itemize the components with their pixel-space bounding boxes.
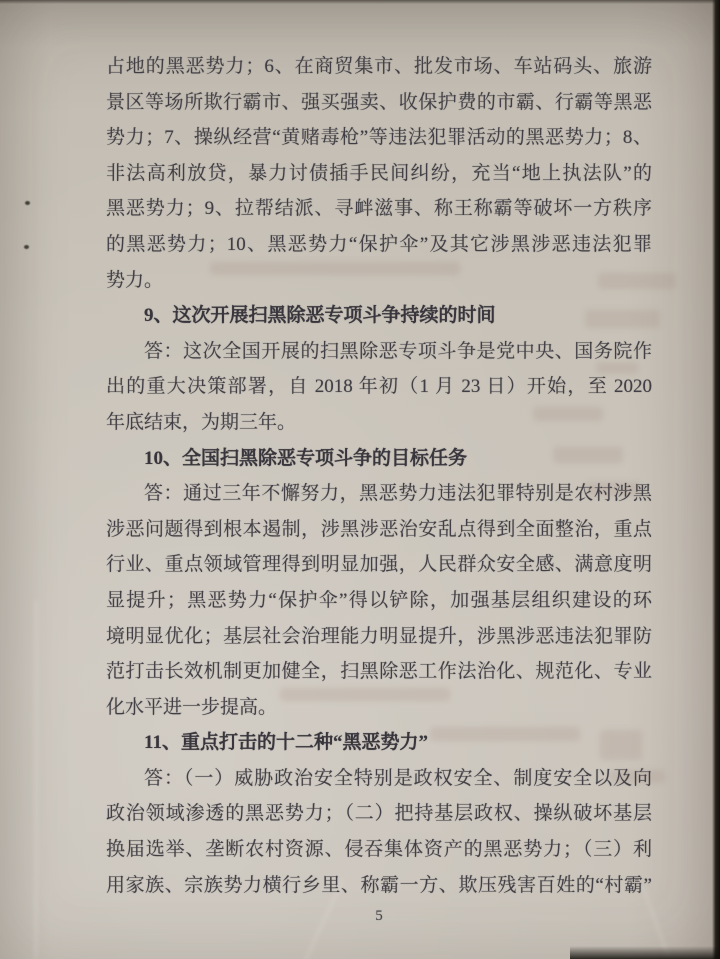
text-line: 的黑恶势力；10、黑恶势力“保护伞”及其它涉黑涉恶违法犯罪 [106, 233, 652, 255]
text-line: 势力；7、操纵经营“黄赌毒枪”等违法犯罪活动的黑恶势力；8、 [106, 127, 652, 149]
photo-edge-top [0, 0, 720, 4]
section-heading: 9、这次开展扫黑除恶专项斗争持续的时间 [144, 305, 496, 327]
text-line: 黑恶势力；9、拉帮结派、寻衅滋事、称王称霸等破坏一方秩序 [106, 198, 652, 220]
section-heading: 10、全国扫黑除恶专项斗争的目标任务 [144, 447, 468, 469]
text-line: 用家族、宗族势力横行乡里、称霸一方、欺压残害百姓的“村霸” [106, 874, 652, 896]
text-line: 政治领域渗透的黑恶势力；（二）把持基层政权、操纵破坏基层 [106, 803, 652, 825]
text-line: 显提升；黑恶势力“保护伞”得以铲除，加强基层组织建设的环 [106, 589, 652, 611]
text-line: 答：这次全国开展的扫黑除恶专项斗争是党中央、国务院作 [144, 340, 652, 362]
photo-edge-bottom-right [570, 946, 720, 959]
text-line: 化水平进一步提高。 [106, 696, 278, 718]
text-line: 范打击长效机制更加健全，扫黑除恶工作法治化、规范化、专业 [106, 661, 652, 683]
photo-edge-right [712, 0, 720, 959]
text-line: 景区等场所欺行霸市、强买强卖、收保护费的市霸、行霸等黑恶 [106, 91, 652, 113]
text-line: 答：（一）威胁政治安全特别是政权安全、制度安全以及向 [144, 767, 652, 789]
text-line: 出的重大决策部署，自 2018 年初（1 月 23 日）开始，至 2020 [106, 376, 652, 398]
binding-speck [25, 201, 30, 205]
text-line: 年底结束，为期三年。 [106, 411, 297, 433]
binding-speck [24, 245, 29, 249]
text-line: 换届选举、垄断农村资源、侵吞集体资产的黑恶势力；（三）利 [106, 839, 652, 861]
text-line: 占地的黑恶势力；6、在商贸集市、批发市场、车站码头、旅游 [106, 56, 652, 77]
text-line: 答：通过三年不懈努力，黑恶势力违法犯罪特别是农村涉黑 [144, 483, 652, 505]
paper-crease [34, 600, 38, 959]
page-number: 5 [375, 908, 383, 924]
text-line: 涉恶问题得到根本遏制，涉黑涉恶治安乱点得到全面整治，重点 [106, 518, 652, 540]
document-body [106, 49, 652, 903]
text-line: 势力。 [106, 269, 164, 291]
text-line: 境明显优化；基层社会治理能力明显提升，涉黑涉恶违法犯罪防 [106, 625, 652, 647]
text-line: 非法高利放贷，暴力讨债插手民间纠纷，充当“地上执法队”的 [106, 162, 652, 184]
section-heading: 11、重点打击的十二种“黑恶势力” [144, 732, 428, 754]
text-line: 行业、重点领域管理得到明显加强，人民群众安全感、满意度明 [106, 554, 652, 576]
